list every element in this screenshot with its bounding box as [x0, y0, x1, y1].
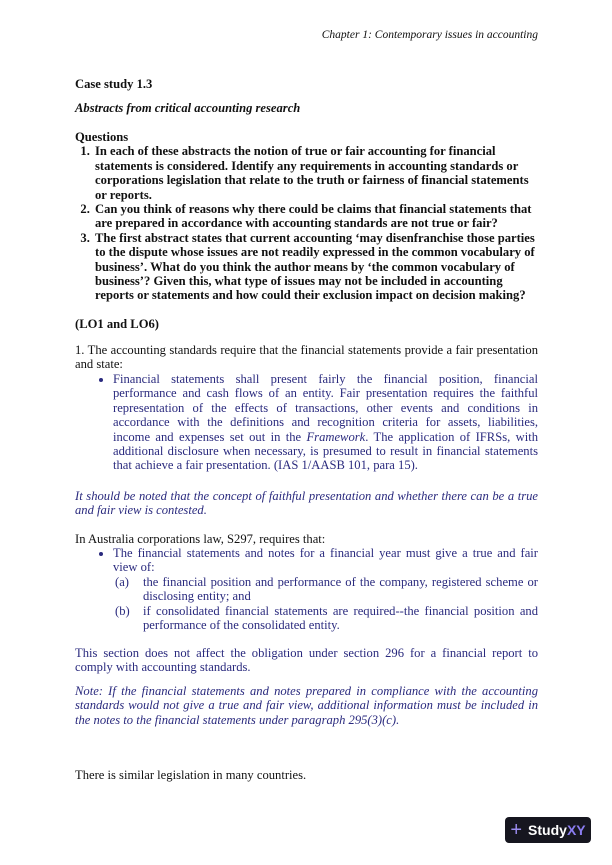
closing-line: There is similar legislation in many countries. [75, 768, 307, 782]
question-item: 3. The first abstract states that current accounting ‘may disenfranchise those parties to the dispute whose issues are not readily expressed in the common vocabulary of business’. What do you think the author means by ‘the common vocabulary of business’? Given this, what type of issues may not be included in accounting reports or statements and how could their exclusion impact on decision making? [93, 231, 538, 303]
question-item: 2. Can you think of reasons why there could be claims that financial statements that are prepared in accordance with accounting standards are not true or fair? [93, 202, 538, 231]
brand-name: StudyXY [528, 821, 586, 838]
learning-outcomes: (LO1 and LO6) [75, 317, 159, 331]
s297-quote: • The financial statements and notes for a financial year must give a true and fair view of: [113, 546, 538, 575]
questions-heading: Questions [75, 130, 129, 144]
case-subtitle: Abstracts from critical accounting research [75, 101, 301, 115]
chapter-header: Chapter 1: Contemporary issues in accounting [321, 29, 538, 41]
standards-bullet-list [75, 372, 538, 473]
questions-list [75, 144, 538, 302]
case-title: Case study 1.3 [75, 77, 153, 91]
questions-section [75, 130, 538, 303]
s297-bullet-list [75, 546, 538, 632]
answer-1-intro: 1. The accounting standards require that the financial statements provide a fair presentation and state: [75, 343, 538, 372]
note-295: Note: If the financial statements and notes prepared in compliance with the accounting standards would not give a true and fair view, additional information must be included in the notes to the financial statements under paragraph 295(3)(c). [75, 684, 538, 727]
standards-quote: • Financial statements shall present fairly the financial position, financial performance and cash flows of an entity. Fair presentation requires the faithful representation of the effects of transactions, other events and conditions in accordance with the definitions and recognition criteria for assets, liabilities, income and expenses set out in the Framework. The application of IFRSs, with additional disclosure when necessary, is presumed to result in financial statements that achieve a fair presentation. (IAS 1/AASB 101, para 15). [113, 372, 538, 473]
question-item: 1. In each of these abstracts the notion of true or fair accounting for financial statements is considered. Identify any requirements in accounting standards or corporations legislation that relate to the truth or fairness of financial statements or reports. [93, 144, 538, 202]
section-296-note: This section does not affect the obligation under section 296 for a financial report to comply with accounting standards. [75, 646, 538, 675]
sub-item-a: (a) the financial position and performance of the company, registered scheme or disclosing entity; and [115, 574, 538, 604]
australia-intro: In Australia corporations law, S297, requires that: [75, 532, 326, 546]
sub-item-b: (b) if consolidated financial statements are required--the financial position and performance of the consolidated entity. [115, 603, 538, 633]
note-faithful-presentation: It should be noted that the concept of faithful presentation and whether there can be a true and fair view is contested. [75, 489, 538, 518]
studyxy-logo [505, 817, 591, 843]
plus-icon: + [510, 819, 523, 841]
